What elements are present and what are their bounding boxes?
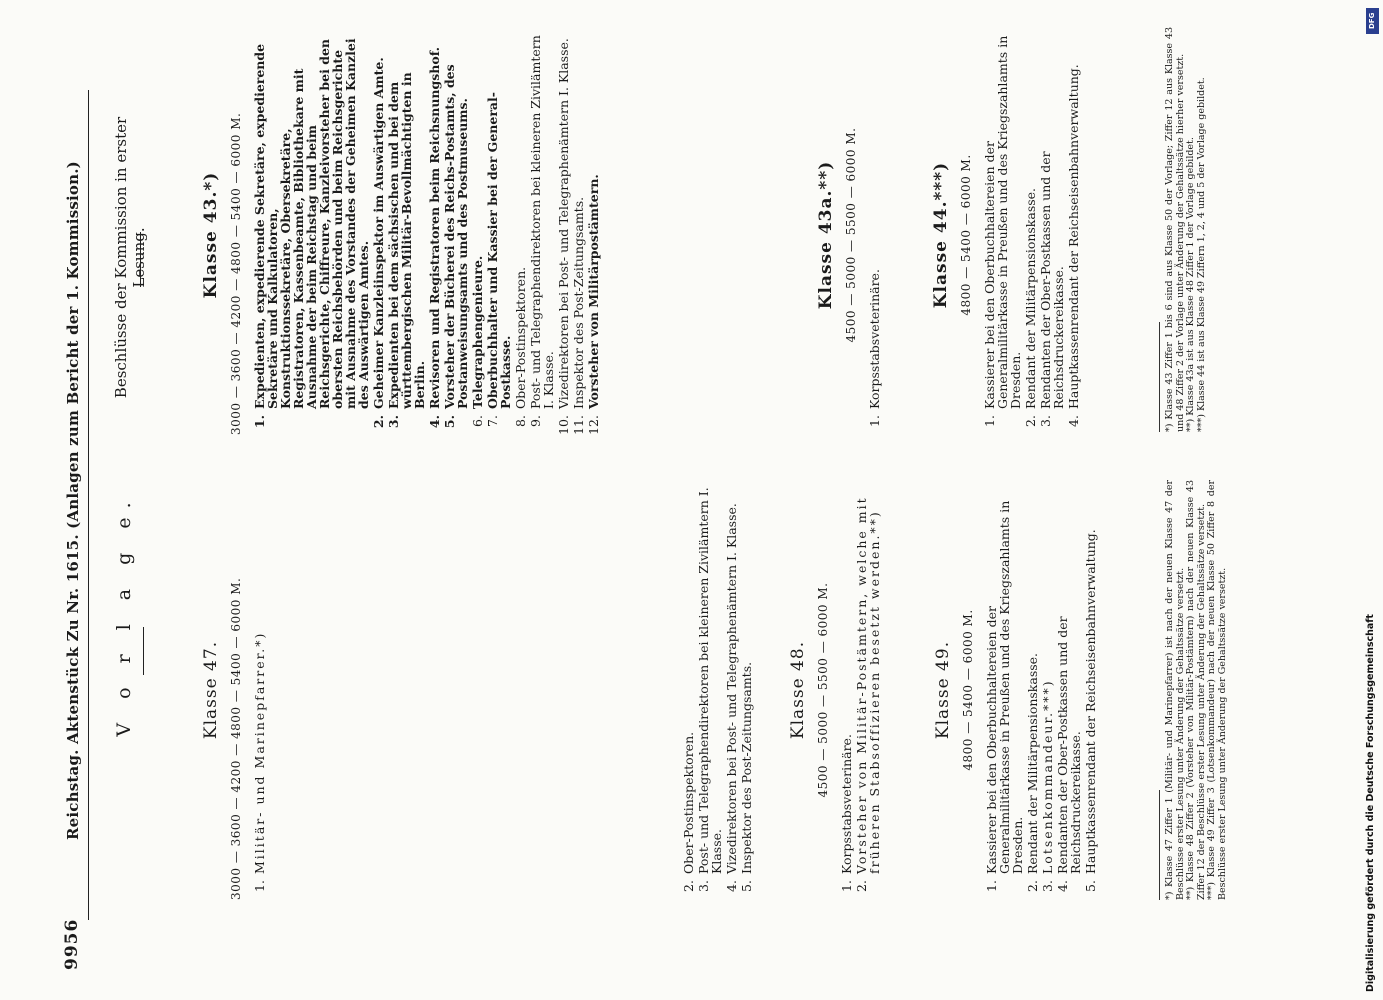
salary-scale: 4500 — 5000 — 5500 — 6000 M. (844, 127, 858, 343)
list-item (840, 480, 853, 900)
list-item (985, 480, 1024, 900)
right-footnotes (1165, 27, 1207, 432)
item-text: Telegraphengenieure. (470, 255, 485, 409)
item-text: Rendant der Militärpensionskasse. (1025, 652, 1040, 874)
item-number: 4. (1066, 415, 1081, 427)
item-number: 1. (252, 415, 267, 429)
list-item (983, 35, 1022, 435)
item-number: 1. (252, 880, 267, 892)
list-item (1067, 35, 1080, 435)
list-item (387, 35, 426, 435)
item-text: Inspektor des Post-Zeitungsamts. (571, 196, 586, 409)
list-item (1026, 480, 1039, 900)
item-number: 11. (571, 415, 586, 435)
list-item (572, 35, 585, 435)
item-number: 5. (442, 415, 457, 429)
item-number: 12. (586, 415, 601, 435)
item-text: Rendanten der Ober-Postkassen und der Reichsdruckereikasse. (1038, 151, 1066, 409)
item-number: 3. (386, 415, 401, 429)
item-text: Vizedirektoren bei Post- und Telegraphenämtern I. Klasse. (724, 503, 739, 874)
salary-scale: 4800 — 5400 — 6000 M. (959, 154, 973, 316)
header-rule (88, 90, 89, 920)
item-text: Vorsteher von Militärpostämtern. (586, 174, 601, 409)
list-item (1024, 35, 1037, 435)
item-number: 8. (513, 415, 528, 427)
list-item (740, 480, 753, 900)
footnote: **) Klasse 43a ist aus Klasse 48 Ziffer 1 der Vorlage gebildet. (1185, 137, 1196, 432)
left-klasse-48 (788, 480, 882, 900)
list-item (1056, 480, 1082, 900)
item-number: 2. (854, 880, 869, 892)
item-text: Oberbuchhalter und Kassier bei der General-Postkasse. (485, 92, 513, 409)
list-item (557, 35, 570, 435)
list-item (471, 35, 484, 435)
right-heading-rule (140, 232, 141, 287)
list-item (682, 480, 695, 900)
item-number: 2. (1025, 880, 1040, 892)
item-number: 4. (427, 415, 442, 429)
item-number: 3. (1040, 880, 1055, 892)
klasse-title: Klasse 48. (788, 640, 808, 740)
salary-scale: 3000 — 3600 — 4200 — 4800 — 5400 — 6000 M. (229, 577, 243, 900)
list-item (587, 35, 600, 435)
right-column-heading: Beschlüsse der Kommission in erster Lesung. (112, 116, 148, 399)
footnote-rule (1159, 790, 1160, 900)
item-text: Korpsstabsveterinäre. (867, 269, 882, 409)
klasse-title: Klasse 43a.**) (816, 160, 836, 310)
item-text: Expedienten bei dem sächsischen und bei dem württembergischen Militär-Bevollmächtigten in Berlin. (386, 72, 427, 409)
page-number: 9956 (62, 918, 82, 970)
footnote: ***) Klasse 44 ist aus Klasse 49 Ziffern 1, 2, 4 und 5 der Vorlage gebildet. (1195, 77, 1207, 432)
list-item (868, 35, 881, 435)
left-klasse-49 (933, 480, 1098, 900)
right-klasse-43a (816, 35, 882, 435)
list-item (443, 35, 469, 435)
digitization-note: Digitalisierung gefördert durch die Deutsche Forschungsgemeinschaft (1365, 614, 1376, 992)
page-header-title: Reichstag. Aktenstück Zu Nr. 1615. (Anlagen zum Bericht der 1. Kommission.) (64, 161, 82, 840)
item-number: 6. (470, 415, 485, 427)
footnote: *) Klasse 43 Ziffer 1 bis 6 sind aus Klasse 50 der Vorlage; Ziffer 12 aus Klasse 43 und 48 Ziffer 2 der Vorlage unter Änderung der Gehaltssätze hierher versetzt. (1164, 27, 1186, 432)
left-footnotes (1165, 480, 1228, 900)
list-item (725, 480, 738, 900)
item-text: Post- und Telegraphendirektoren bei kleineren Zivilämtern I. Klasse. (528, 35, 556, 409)
list-item (253, 35, 370, 435)
item-text: Lotsenkommandeur.***) (1040, 679, 1055, 874)
item-number: 3. (696, 880, 711, 892)
item-text: Ober-Postinspektoren. (681, 731, 696, 874)
item-number: 3. (1038, 415, 1053, 427)
item-number: 4. (724, 880, 739, 892)
klasse-title: Klasse 43.*) (201, 171, 221, 299)
footnote: *) Klasse 47 Ziffer 1 (Militär- und Marinepfarrer) ist nach der neuen Klasse 47 der Beschlüsse erster Lesung unter Änderung der Gehaltssätze versetzt. (1164, 480, 1186, 900)
left-klasse-47-continued (680, 480, 753, 900)
footnote: **) Klasse 48 Ziffer 2 (Vorsteher von Militär-Postämtern) nach der neuen Klasse 43 Ziffer 12 der Beschlüsse erster Lesung unter Änderung der Gehaltssätze versetzt. (1185, 480, 1207, 900)
footnote-rule (1159, 322, 1160, 432)
salary-scale: 4500 — 5000 — 5500 — 6000 M. (816, 582, 830, 798)
list-item (1041, 480, 1054, 900)
list-item (372, 35, 385, 435)
item-number: 1. (839, 880, 854, 892)
item-number: 1. (867, 415, 882, 427)
item-number: 5. (739, 880, 754, 892)
item-number: 4. (1055, 880, 1070, 892)
list-item (1084, 480, 1097, 900)
item-number: 10. (556, 415, 571, 435)
item-text: Kassierer bei den Oberbuchhaltereien der Generalmilitärkasse in Preußen und des Kriegszahlamts in Dresden. (982, 35, 1023, 409)
list-item (486, 35, 512, 435)
footnote: ***) Klasse 49 Ziffer 3 (Lotsenkommandeur) nach der neuen Klasse 50 Ziffer 8 der Beschlüsse erster Lesung unter Änderung der Gehaltssätze versetzt. (1206, 480, 1228, 900)
item-number: 2. (681, 880, 696, 892)
item-number: 7. (485, 415, 500, 427)
item-text: Hauptkassenrendant der Reichseisenbahnverwaltung. (1083, 529, 1098, 874)
list-item (529, 35, 555, 435)
salary-scale: 4800 — 5400 — 6000 M. (961, 609, 975, 771)
item-text: Hauptkassenrendant der Reichseisenbahnverwaltung. (1066, 64, 1081, 409)
list-item (855, 480, 881, 900)
item-text: Rendanten der Ober-Postkassen und der Reichsdruckereikasse. (1055, 616, 1083, 874)
item-text: Revisoren und Registratoren beim Reichsnungshof. (427, 47, 442, 409)
item-text: Rendant der Militärpensionskasse. (1023, 187, 1038, 409)
klasse-title: Klasse 47. (201, 640, 221, 740)
item-text: Militär- und Marinepfarrer.*) (252, 631, 267, 874)
item-text: Geheimer Kanzleiinspektor im Auswärtigen Amte. (371, 57, 386, 409)
item-number: 9. (528, 415, 543, 427)
dfg-logo: DFG (1366, 8, 1379, 34)
right-klasse-43 (201, 35, 601, 435)
list-item (697, 480, 723, 900)
left-heading-rule (143, 627, 144, 675)
item-text: Post- und Telegraphendirektoren bei kleineren Zivilämtern I. Klasse. (696, 487, 724, 874)
klasse-title: Klasse 49. (933, 640, 953, 740)
list-item (253, 480, 266, 900)
item-number: 1. (982, 415, 997, 427)
item-number: 5. (1083, 880, 1098, 892)
item-number: 2. (1023, 415, 1038, 427)
right-klasse-44 (931, 35, 1081, 435)
item-text: Vizedirektoren bei Post- und Telegraphenämtern I. Klasse. (556, 38, 571, 409)
item-text: Vorsteher der Bücherei des Reichs-Postamts, des Postanweisungsamts und des Postmuseums. (442, 64, 470, 409)
item-text: Expedienten, expedierende Sekretäre, expedierende Sekretäre und Kalkulatoren, Konstruktionssekretäre, Obersekretäre, Registratoren, Kassenbeamte, Bibliothekare mit Ausnahme der beim Reichstag und beim Reichsgerichte, Chiffreure, Kanzleivorsteher bei den obersten Reichsbehörden und beim Reichsgerichte mit Ausnahme des Vorstandes der Geheimen Kanzlei des Auswärtigen Amtes. (252, 38, 371, 409)
list-item (514, 35, 527, 435)
item-text: Inspektor des Post-Zeitungsamts. (739, 661, 754, 874)
item-text: Korpsstabsveterinäre. (839, 734, 854, 874)
item-number: 1. (984, 880, 999, 892)
left-column-heading: V o r l a g e. (113, 493, 135, 737)
item-text: Ober-Postinspektoren. (513, 266, 528, 409)
salary-scale: 3000 — 3600 — 4200 — 4800 — 5400 — 6000 M. (229, 112, 243, 435)
klasse-title: Klasse 44.***) (931, 161, 951, 309)
left-klasse-47 (201, 480, 267, 900)
item-text: Vorsteher von Militär-Postämtern, welche mit früheren Stabsoffizieren besetzt werden.**) (854, 496, 882, 874)
item-number: 2. (371, 415, 386, 429)
list-item (1039, 35, 1065, 435)
list-item (428, 35, 441, 435)
item-text: Kassierer bei den Oberbuchhaltereien der Generalmilitärkasse in Preußen und des Kriegszahlamts in Dresden. (984, 500, 1025, 874)
